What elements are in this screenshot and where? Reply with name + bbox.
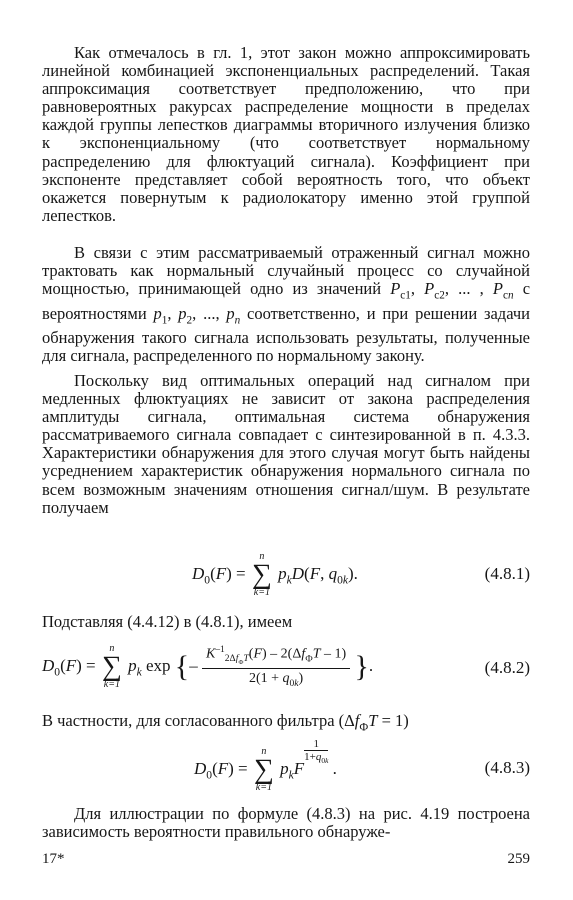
paragraph-2: В связи с этим рассматриваемый отраженный сигнал можно трактовать как нормальный случайный процесс со случайной мощностью, принимающей одно из значений $P_{c1}$, $P_{c2}$, ... , $P_{cn}$ с вероятностями $p_1$, $p_2$, ..., $p_n$ соответственно, и при решении задачи обнаружения такого сигнала использовать результаты, полученные для сигнала, распределенного по нормальному закону. (42, 243, 531, 366)
paragraph-5: В частности, для согласованного фильтра $(\Delta f_ФT = 1)$ (42, 711, 409, 734)
page-number: 259 (507, 851, 530, 867)
equation-4-8-1 (42, 548, 530, 604)
equation-number: (4.8.3) (484, 758, 530, 777)
equation-4-8-3 (42, 734, 530, 796)
equation-number: (4.8.1) (484, 564, 530, 583)
paragraph-4: Подставляя (4.4.12) в (4.8.1), имеем (42, 612, 293, 631)
signature-mark: 17* (42, 851, 65, 867)
paragraph-6: Для иллюстрации по формуле (4.8.3) на рис. 4.19 построена зависимость вероятности правильного обнаруже- (42, 804, 530, 842)
paragraph-3: Поскольку вид оптимальных операций над сигналом при медленных флюктуациях не зависит от закона распределения амплитуды сигнала, оптимальная система обнаружения рассматриваемого сигнала совпадает с синтезированной в п. 4.3.3. Характеристики обнаружения для этого случая могут быть найдены усреднением характеристик обнаружения нормального сигнала по всем возможным значениям отношения сигнал/шум. В результате получаем (42, 371, 530, 517)
equation-number: (4.8.2) (484, 658, 530, 677)
equation-4-8-2 (42, 640, 530, 702)
paragraph-1: Как отмечалось в гл. 1, этот закон можно аппроксимировать линейной комбинацией экспоненциальных распределений. Такая аппроксимация соответствует предположению, что при равновероятных ракурсах распределение мощности в пределах каждой группы лепестков диаграммы вторичного излучения близко к экспоненциальному (что соответствует нормальному распределению для флюктуаций сигнала). Коэффициент при экспоненте представляет собой вероятность того, что объект окажется повернутым к радиолокатору именно этой группой лепестков. (42, 43, 530, 225)
equation-body: $D_0(F)$ = n ∑ k=1 $p_kF$ $\frac{1}{1+q_{0k}}$ . (194, 738, 337, 794)
equation-body: $D_0(F)$ = n ∑ k=1 $p_kD(F$, $q_{0k}$). (192, 551, 358, 598)
equation-body: $D_0(F)$ = n ∑ k=1 $p_k$ exp {– $\frac{K^{-1}_{2\Delta f_ФT}(F) - 2(\Delta f_ФT - 1)}{2(1 + q_{0k})}$ }. (42, 643, 374, 690)
